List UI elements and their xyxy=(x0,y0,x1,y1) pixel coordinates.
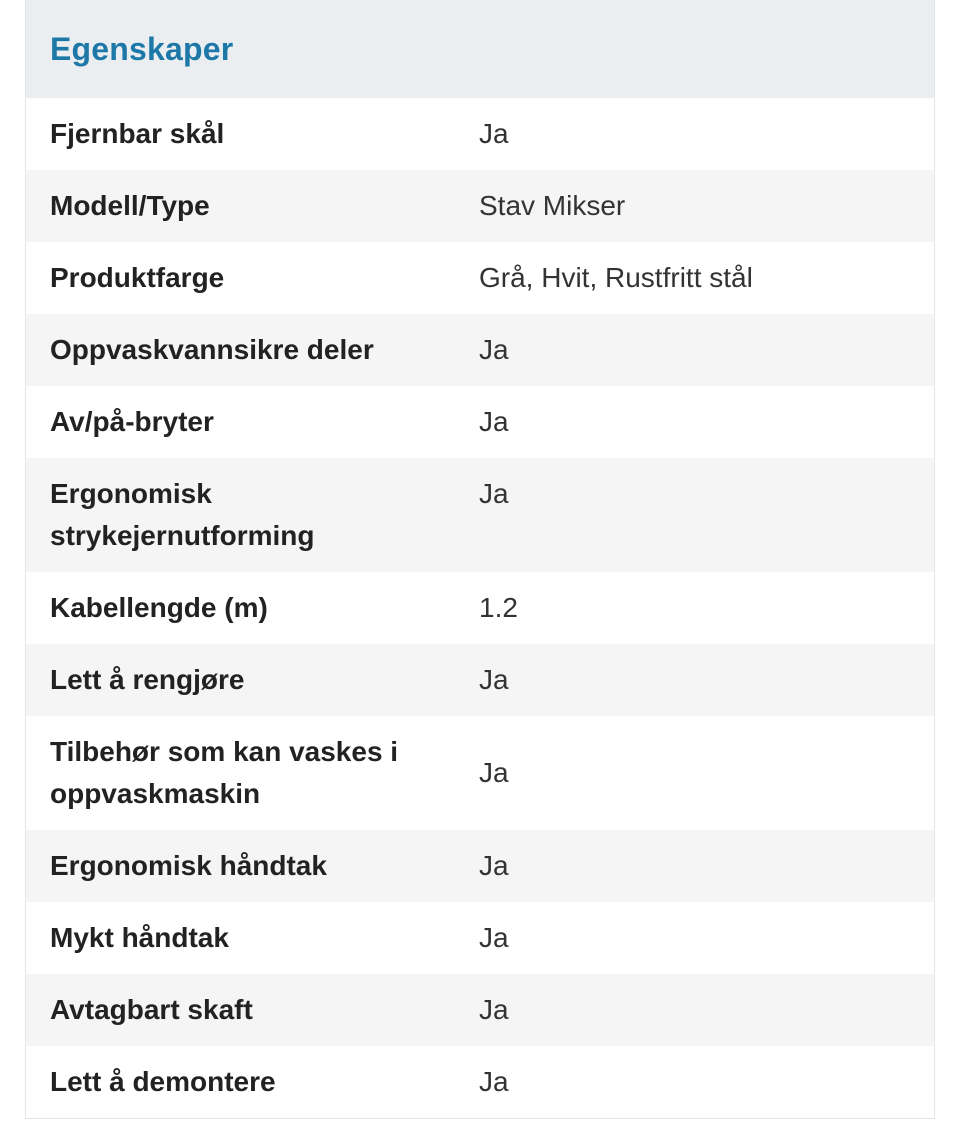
table-row xyxy=(26,458,934,572)
specifications-header xyxy=(26,0,934,98)
property-label: Ergonomisk håndtak xyxy=(50,850,327,881)
property-value: 1.2 xyxy=(479,592,518,623)
section-title: Egenskaper xyxy=(50,30,234,67)
property-label: Tilbehør som kan vaskes i oppvaskmaskin xyxy=(50,736,399,809)
property-value: Ja xyxy=(479,757,509,788)
property-label: Ergonomisk strykejernutforming xyxy=(50,478,315,551)
property-value: Ja xyxy=(479,118,509,149)
table-row xyxy=(26,170,934,242)
property-label: Lett å rengjøre xyxy=(50,664,245,695)
property-label: Oppvaskvannsikre deler xyxy=(50,334,374,365)
table-row xyxy=(26,974,934,1046)
property-value: Ja xyxy=(479,334,509,365)
table-row xyxy=(26,314,934,386)
property-label: Avtagbart skaft xyxy=(50,994,253,1025)
table-row xyxy=(26,902,934,974)
table-row xyxy=(26,1046,934,1118)
property-value: Ja xyxy=(479,406,509,437)
property-label: Lett å demontere xyxy=(50,1066,276,1097)
specifications-card xyxy=(25,0,935,1119)
property-label: Mykt håndtak xyxy=(50,922,229,953)
property-value: Ja xyxy=(479,478,509,509)
property-value: Ja xyxy=(479,1066,509,1097)
property-label: Kabellengde (m) xyxy=(50,592,268,623)
property-label: Modell/Type xyxy=(50,190,210,221)
property-value: Stav Mikser xyxy=(479,190,626,221)
table-row xyxy=(26,242,934,314)
table-row xyxy=(26,644,934,716)
property-value: Ja xyxy=(479,850,509,881)
table-row xyxy=(26,572,934,644)
property-label: Fjernbar skål xyxy=(50,118,225,149)
specifications-table xyxy=(26,98,934,1118)
property-value: Ja xyxy=(479,922,509,953)
property-label: Av/på-bryter xyxy=(50,406,214,437)
property-value: Ja xyxy=(479,664,509,695)
property-value: Grå, Hvit, Rustfritt stål xyxy=(479,262,753,293)
table-row xyxy=(26,98,934,170)
table-row xyxy=(26,386,934,458)
property-value: Ja xyxy=(479,994,509,1025)
property-label: Produktfarge xyxy=(50,262,225,293)
table-row xyxy=(26,716,934,830)
table-row xyxy=(26,830,934,902)
